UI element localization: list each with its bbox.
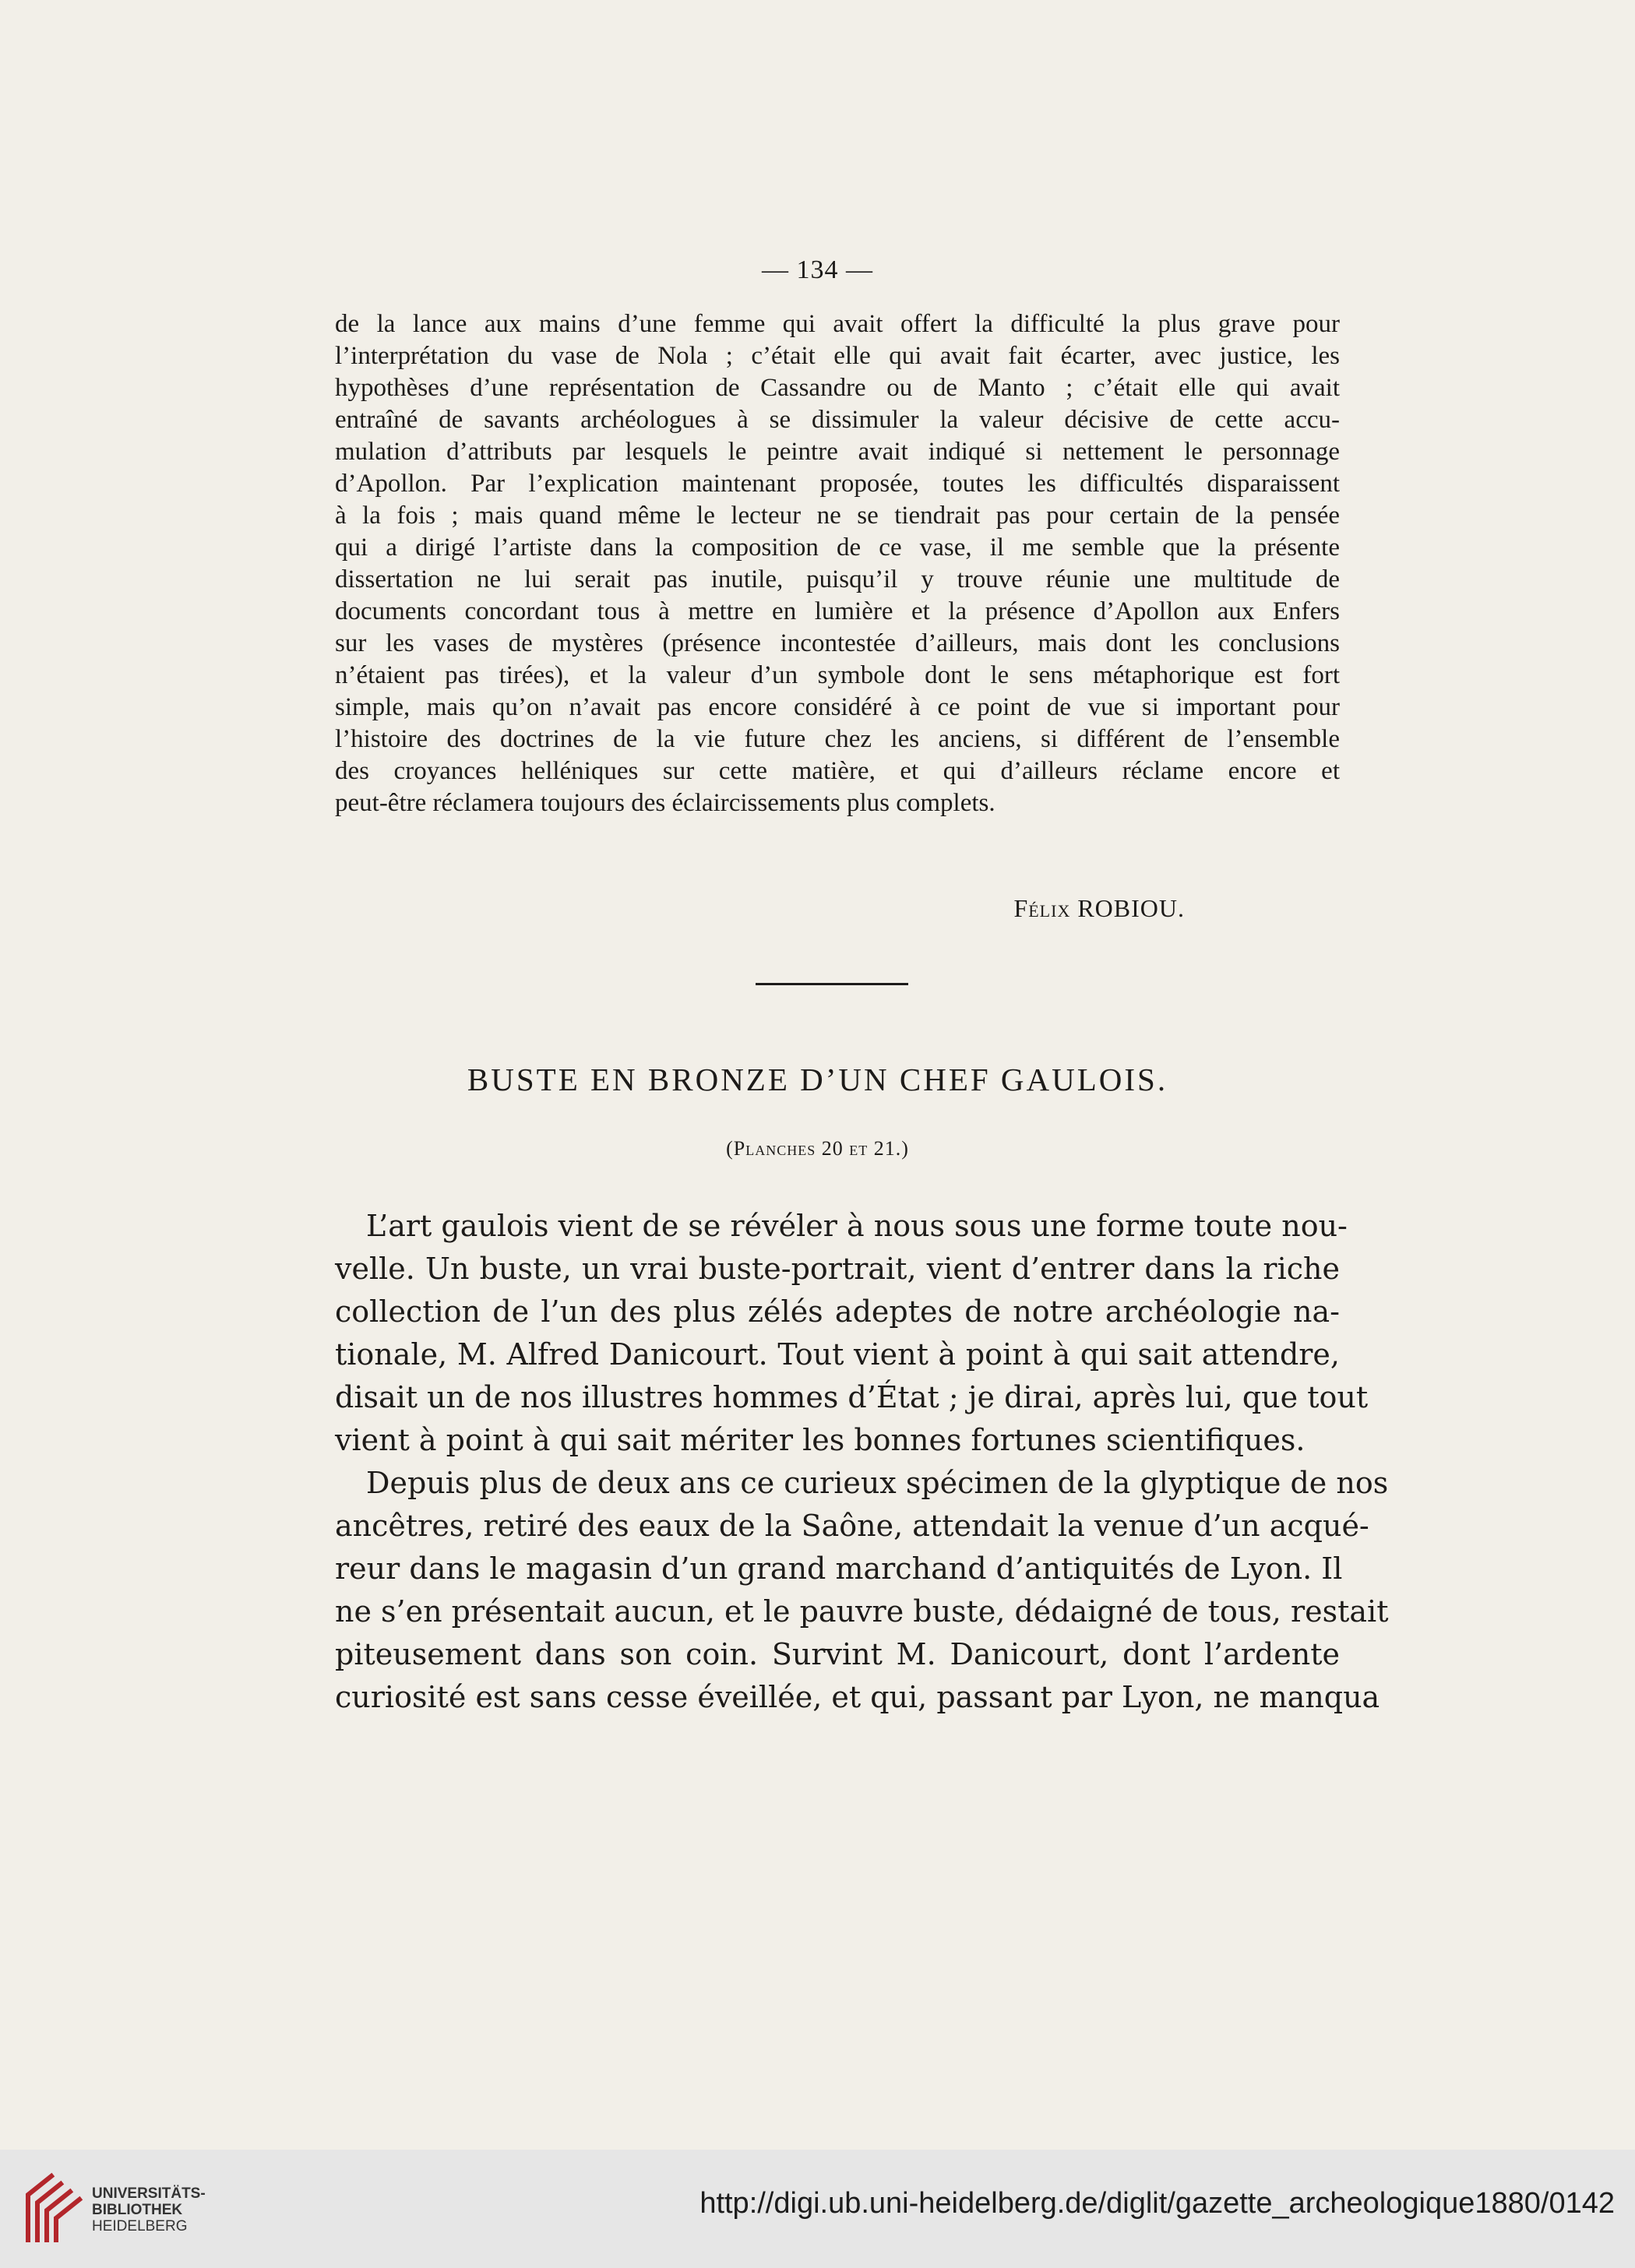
library-name-line: HEIDELBERG <box>92 2218 188 2235</box>
text-line: sur les vases de mystères (présence incontestée d’ailleurs, mais dont les conclusions <box>335 629 1340 657</box>
library-logo-icon <box>20 2171 90 2246</box>
text-line: L’art gaulois vient de se révéler à nous sous une forme toute nou- <box>366 1209 1348 1243</box>
text-line: reur dans le magasin d’un grand marchand d’antiquités de Lyon. Il <box>335 1551 1343 1586</box>
text-line: ne s’en présentait aucun, et le pauvre buste, dédaigné de tous, restait <box>335 1594 1389 1629</box>
text-line: documents concordant tous à mettre en lumière et la présence d’Apollon aux Enfers <box>335 597 1340 625</box>
text-line: Depuis plus de deux ans ce curieux spécimen de la glyptique de nos <box>366 1466 1389 1500</box>
library-name <box>92 2185 206 2235</box>
library-name-line: UNIVERSITÄTS- <box>92 2185 206 2202</box>
text-line: de la lance aux mains d’une femme qui avait offert la difficulté la plus grave pour <box>335 310 1340 338</box>
text-line: disait un de nos illustres hommes d’État ; je dirai, après lui, que tout <box>335 1380 1369 1414</box>
page-number: — 134 — <box>762 255 873 284</box>
paragraph-continuation <box>335 308 1340 819</box>
text-line: l’interprétation du vase de Nola ; c’était elle qui avait fait écarter, avec justice, les <box>335 342 1340 370</box>
text-line: dissertation ne lui serait pas inutile, puisqu’il y trouve réunie une multitude de <box>335 565 1340 593</box>
article-title: BUSTE EN BRONZE D’UN CHEF GAULOIS. <box>467 1062 1168 1097</box>
text-line: des croyances helléniques sur cette matière, et qui d’ailleurs réclame encore et <box>335 757 1340 785</box>
text-line: piteusement dans son coin. Survint M. Danicourt, dont l’ardente <box>335 1637 1340 1671</box>
library-name-line: BIBLIOTHEK <box>92 2202 183 2218</box>
text-line: vient à point à qui sait mériter les bonnes fortunes scientifiques. <box>335 1423 1306 1457</box>
signature-last-name: ROBIOU. <box>1077 894 1185 922</box>
text-line: tionale, M. Alfred Danicourt. Tout vient à point à qui sait attendre, <box>335 1337 1340 1372</box>
text-line: curiosité est sans cesse éveillée, et qui, passant par Lyon, ne manqua <box>335 1680 1380 1714</box>
text-line: velle. Un buste, un vrai buste-portrait, vient d’entrer dans la riche <box>335 1252 1340 1286</box>
paragraph-intro <box>335 1205 1369 1462</box>
author-signature <box>1013 894 1185 923</box>
text-line: entraîné de savants archéologues à se dissimuler la valeur décisive de cette accu- <box>335 406 1340 434</box>
text-line: d’Apollon. Par l’explication maintenant proposée, toutes les difficultés disparaissent <box>335 470 1340 498</box>
article-subtitle: (Planches 20 et 21.) <box>726 1137 909 1160</box>
text-line: collection de l’un des plus zélés adeptes de notre archéologie na- <box>335 1294 1340 1329</box>
text-line: ancêtres, retiré des eaux de la Saône, attendait la venue d’un acqué- <box>335 1509 1369 1543</box>
text-line: peut-être réclamera toujours des éclaircissements plus complets. <box>335 789 995 817</box>
text-line: à la fois ; mais quand même le lecteur ne se tiendrait pas pour certain de la pensée <box>335 502 1340 530</box>
text-line: mulation d’attributs par lesquels le peintre avait indiqué si nettement le personnage <box>335 438 1340 466</box>
text-line: simple, mais qu’on n’avait pas encore considéré à ce point de vue si important pour <box>335 693 1340 721</box>
text-line: qui a dirigé l’artiste dans la composition de ce vase, il me semble que la présente <box>335 534 1340 562</box>
text-line: l’histoire des doctrines de la vie future chez les anciens, si différent de l’ensemble <box>335 725 1340 753</box>
paragraph-story <box>335 1462 1389 1719</box>
text-line: n’étaient pas tirées), et la valeur d’un symbole dont le sens métaphorique est fort <box>335 661 1340 689</box>
section-divider <box>756 983 908 985</box>
source-url-link[interactable]: http://digi.ub.uni-heidelberg.de/diglit/gazette_archeologique1880/0142 <box>699 2187 1615 2220</box>
digitization-footer <box>0 2150 1635 2268</box>
text-line: hypothèses d’une représentation de Cassandre ou de Manto ; c’était elle qui avait <box>335 374 1340 402</box>
signature-first-name: Félix <box>1013 894 1071 922</box>
